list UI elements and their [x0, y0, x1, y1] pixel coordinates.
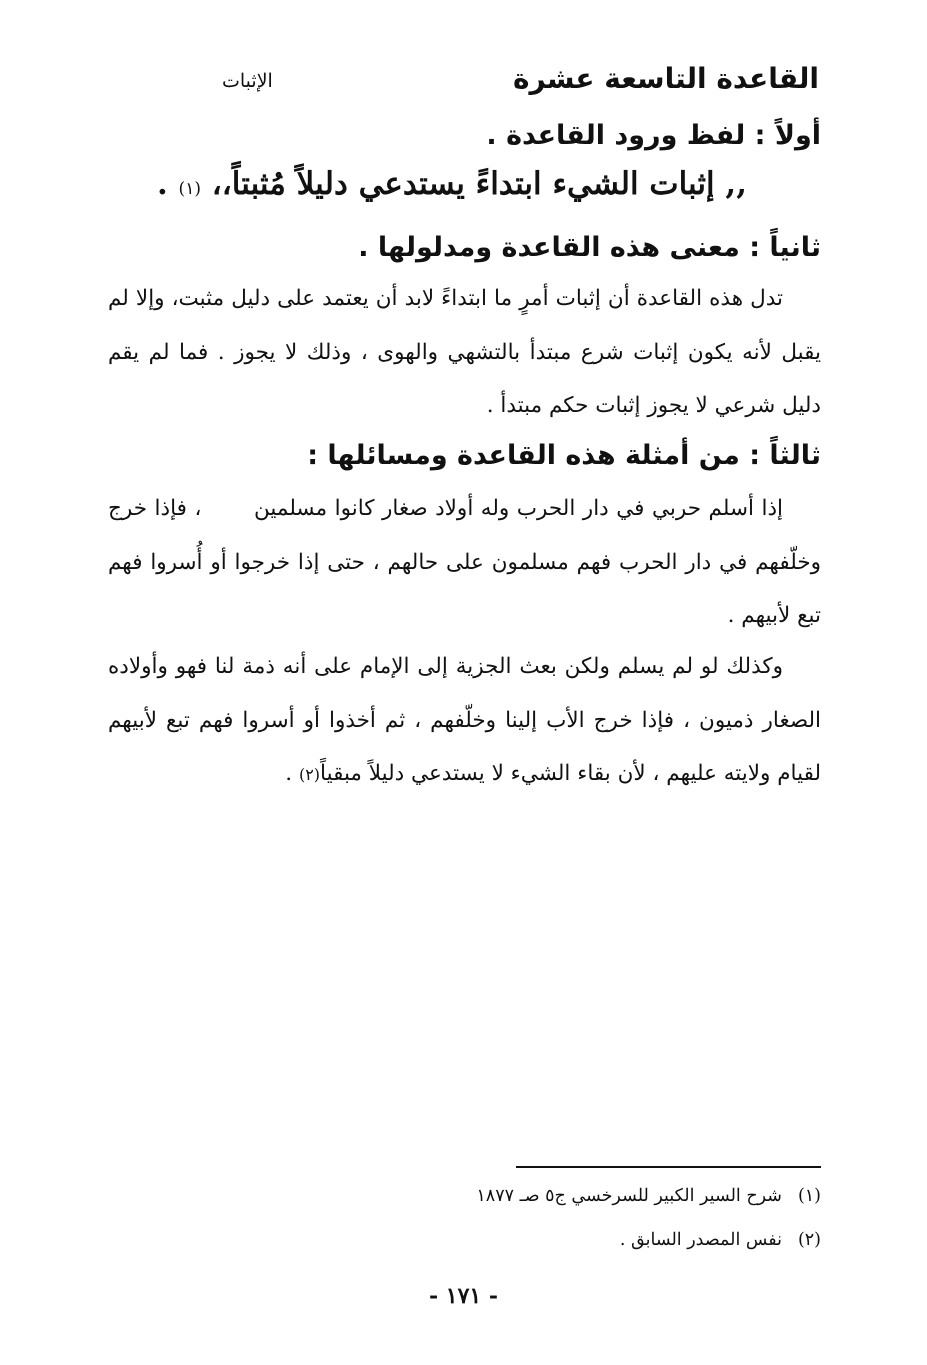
footnote-1-text: شرح السير الكبير للسرخسي ج٥ صـ ١٨٧٧ — [476, 1186, 782, 1206]
footnote-1 — [476, 1186, 821, 1206]
example-paragraph-2 — [108, 640, 821, 802]
rule-quote-text: ,, إثبات الشيء ابتداءً يستدعي دليلاً مُثبتاً،، — [211, 166, 747, 202]
section-heading-meaning: ثانياً : معنى هذه القاعدة ومدلولها . — [358, 232, 821, 263]
footnote-ref-2: (٢) — [298, 765, 321, 784]
meaning-text: تدل هذه القاعدة أن إثبات أمرٍ ما ابتداءً لابد أن يعتمد على دليل مثبت، وإلا لم يقبل لأنه يكون إثبات شرع مبتدأ بالتشهي والهوى ، وذلك لا يجوز . فما لم يقم دليل شرعي لا يجوز إثبات حكم مبتدأ . — [108, 286, 821, 418]
page-number: - ١٧١ - — [428, 1283, 499, 1309]
example1-start: إذا أسلم حربي في دار الحرب وله أولاد صغار كانوا مسلمين — [254, 496, 784, 521]
running-header-chapter: القاعدة التاسعة عشرة — [512, 62, 819, 95]
section-heading-examples: ثالثاً : من أمثلة هذه القاعدة ومسائلها : — [307, 440, 821, 471]
footnote-2-text: نفس المصدر السابق . — [619, 1230, 782, 1250]
example2-text: وكذلك لو لم يسلم ولكن بعث الجزية إلى الإمام على أنه ذمة لنا فهو وأولاده الصغار ذميون ، فإذا خرج الأب إلينا وخلّفهم ، ثم أخذوا أو أسروا فهم تبع لأبيهم لقيام ولايته عليهم ، لأن بقاء الشيء لا يستدعي دليلاً مبقياً — [108, 654, 821, 786]
running-header-topic: الإثبات — [222, 70, 273, 92]
section-heading-wording: أولاً : لفظ ورود القاعدة . — [486, 120, 821, 151]
footnote-2 — [620, 1230, 821, 1250]
example-paragraph-1 — [108, 482, 821, 643]
footnote-separator — [516, 1166, 821, 1168]
footnote-1-number: (١) — [797, 1186, 821, 1206]
rule-statement — [157, 166, 747, 202]
footnote-2-number: (٢) — [797, 1230, 821, 1250]
meaning-paragraph — [108, 272, 821, 433]
rule-quote-end: . — [156, 166, 168, 202]
example2-end: . — [285, 761, 293, 786]
example1-rest: ، فإذا خرج وخلّفهم في دار الحرب فهم مسلمون على حالهم ، حتى إذا خرجوا أو أُسروا فهم تبع لأبيهم . — [108, 496, 821, 628]
footnote-ref-1: (١) — [178, 179, 201, 199]
